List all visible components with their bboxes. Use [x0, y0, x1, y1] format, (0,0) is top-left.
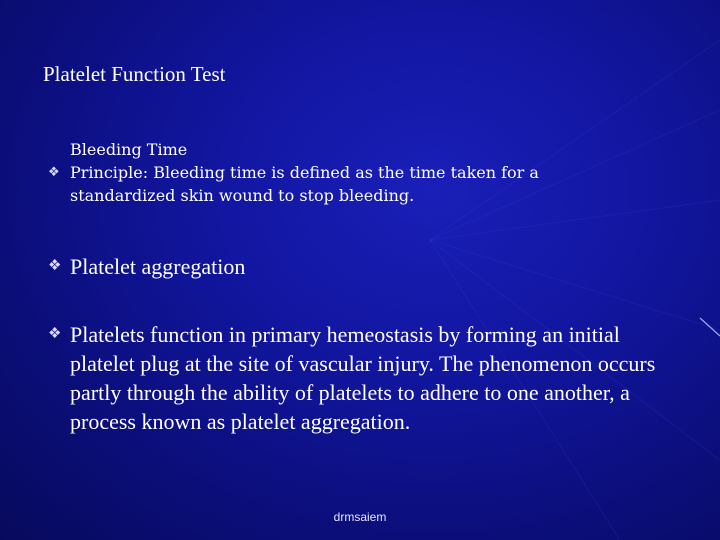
list-item — [48, 161, 688, 207]
diamond-bullet-icon: ❖ — [48, 165, 60, 180]
platelet-aggregation-text: Platelet aggregation — [70, 254, 246, 279]
principle-text: Principle: Bleeding time is defined as the time taken for a standardized skin wound to stop bleeding. — [70, 163, 539, 205]
platelets-function-text: Platelets function in primary hemeostasis by forming an initial platelet plug at the site of vascular injury. The phenomenon occurs partly through the ability of platelets to adhere to one another, a process known as platelet aggregation. — [70, 322, 656, 434]
diamond-bullet-icon: ❖ — [48, 326, 62, 342]
diamond-bullet-icon: ❖ — [48, 258, 62, 274]
slide-title: Platelet Function Test — [43, 62, 226, 86]
bleeding-time-heading: Bleeding Time — [70, 140, 188, 159]
list-item — [48, 320, 688, 436]
footer-text: drmsaiem — [333, 510, 387, 524]
list-item — [48, 252, 688, 281]
bleeding-time-section — [48, 138, 688, 207]
accent-ray — [700, 318, 720, 336]
